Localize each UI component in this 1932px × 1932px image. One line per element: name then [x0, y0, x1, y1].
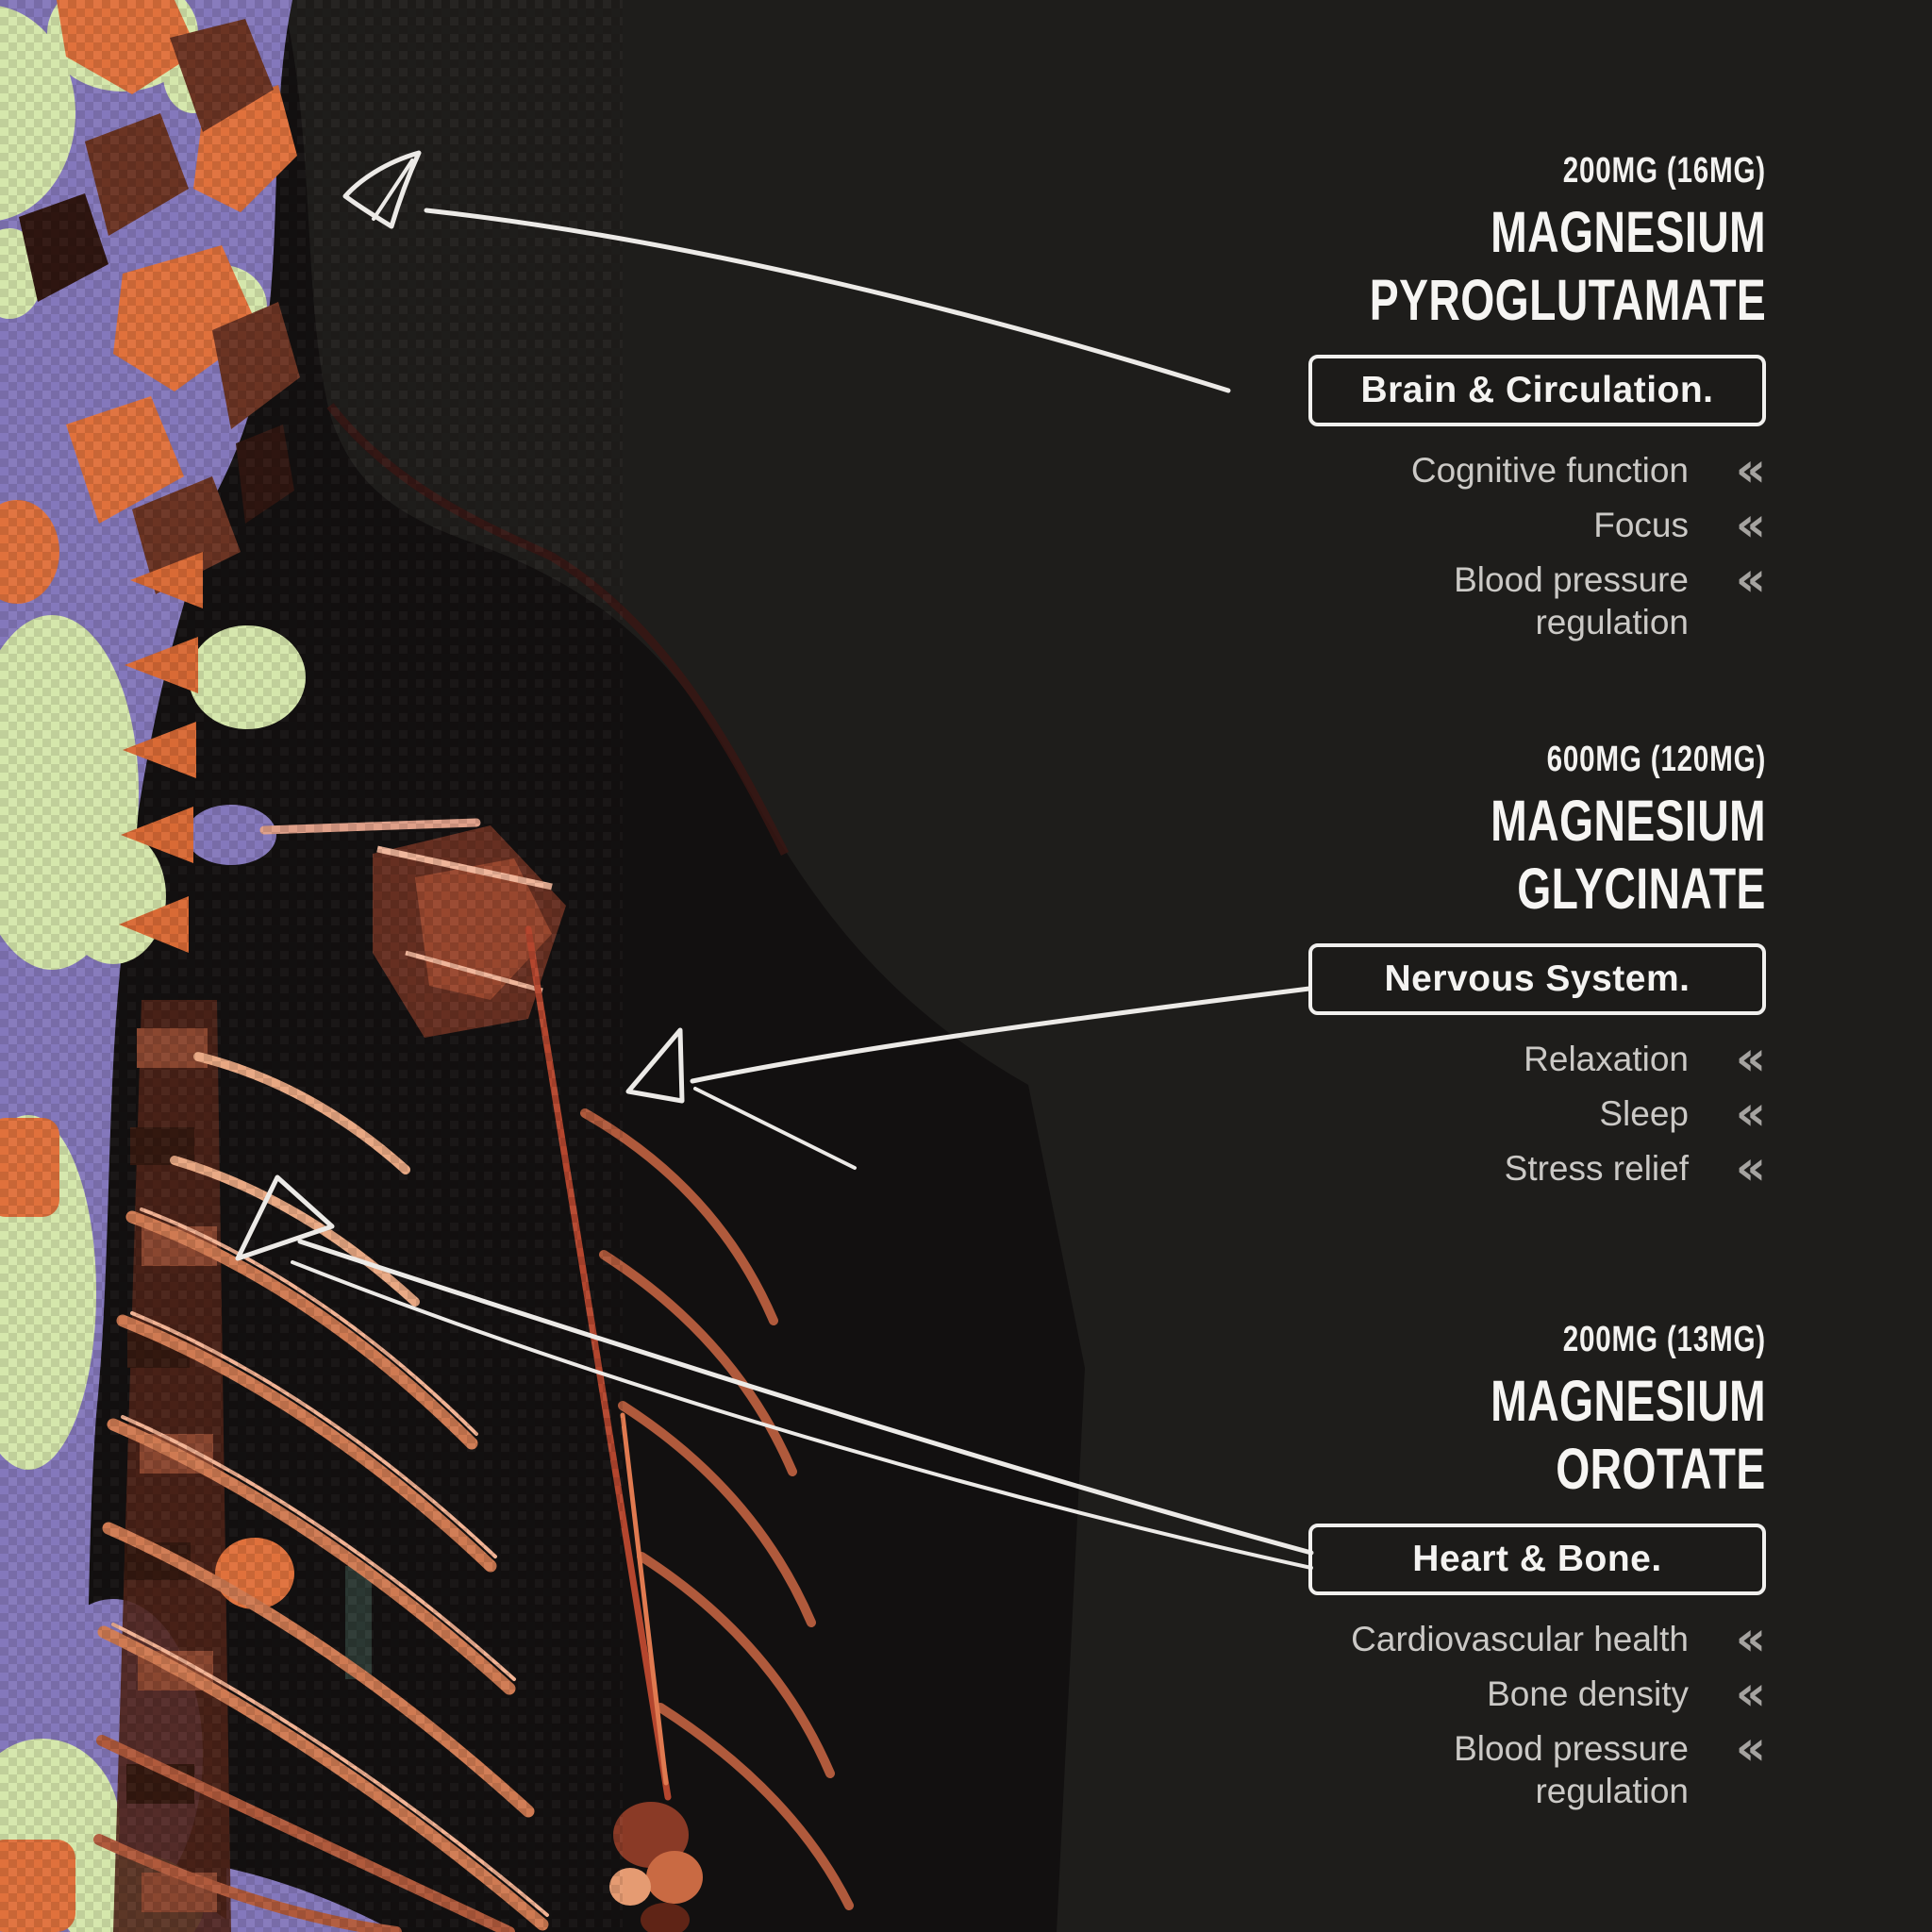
dose-label: 200MG (13MG) [1562, 1320, 1766, 1359]
double-chevron-icon: « [1735, 497, 1766, 552]
benefit-label: Blood pressure regulation [1454, 560, 1689, 641]
pixelation-overlay [0, 0, 623, 1932]
double-chevron-icon: « [1735, 1031, 1766, 1086]
benefit-row [1593, 497, 1766, 552]
benefit-row [1321, 552, 1766, 643]
title-line: OROTATE [1556, 1437, 1766, 1501]
category-box [1308, 943, 1766, 1015]
benefit-row [1410, 442, 1766, 497]
double-chevron-icon: « [1735, 552, 1766, 607]
benefit-label: Cognitive function [1410, 451, 1689, 490]
benefit-row [1524, 1031, 1766, 1086]
benefit-row [1351, 1611, 1766, 1666]
supplement-title [1404, 1367, 1766, 1503]
benefit-list [1504, 1031, 1766, 1202]
benefit-row [1321, 1721, 1766, 1812]
category-box [1308, 1524, 1766, 1595]
section-magnesium-pyroglutamate [955, 149, 1766, 656]
double-chevron-icon: « [1735, 442, 1766, 497]
title-line: GLYCINATE [1517, 857, 1766, 921]
dose-label: 200MG (16MG) [1562, 151, 1766, 191]
double-chevron-icon: « [1735, 1611, 1766, 1666]
category-box [1308, 355, 1766, 426]
double-chevron-icon: « [1735, 1141, 1766, 1195]
double-chevron-icon: « [1735, 1086, 1766, 1141]
title-line: MAGNESIUM [1491, 1369, 1766, 1433]
dose-label: 600MG (120MG) [1546, 740, 1766, 779]
benefit-label: Bone density [1487, 1674, 1689, 1713]
benefit-row [1599, 1086, 1766, 1141]
double-chevron-icon: « [1735, 1666, 1766, 1721]
benefit-row [1504, 1141, 1766, 1195]
benefit-list [1321, 442, 1766, 656]
category-label: Nervous System. [1384, 958, 1690, 999]
supplement-title [1244, 198, 1766, 334]
supplement-title [1404, 787, 1766, 923]
title-line: MAGNESIUM [1491, 200, 1766, 264]
benefit-label: Focus [1593, 506, 1689, 544]
benefit-label: Cardiovascular health [1351, 1620, 1689, 1658]
benefit-label: Sleep [1599, 1094, 1689, 1133]
benefit-label: Stress relief [1504, 1149, 1689, 1188]
benefit-list [1321, 1611, 1766, 1824]
double-chevron-icon: « [1735, 1721, 1766, 1775]
benefit-label: Blood pressure regulation [1454, 1729, 1689, 1810]
category-label: Heart & Bone. [1412, 1539, 1662, 1579]
category-label: Brain & Circulation. [1360, 370, 1714, 410]
title-line: PYROGLUTAMATE [1369, 268, 1766, 332]
section-magnesium-orotate [955, 1318, 1766, 1824]
title-line: MAGNESIUM [1491, 789, 1766, 853]
section-magnesium-glycinate [955, 738, 1766, 1202]
benefit-row [1487, 1666, 1766, 1721]
benefit-label: Relaxation [1524, 1040, 1689, 1078]
